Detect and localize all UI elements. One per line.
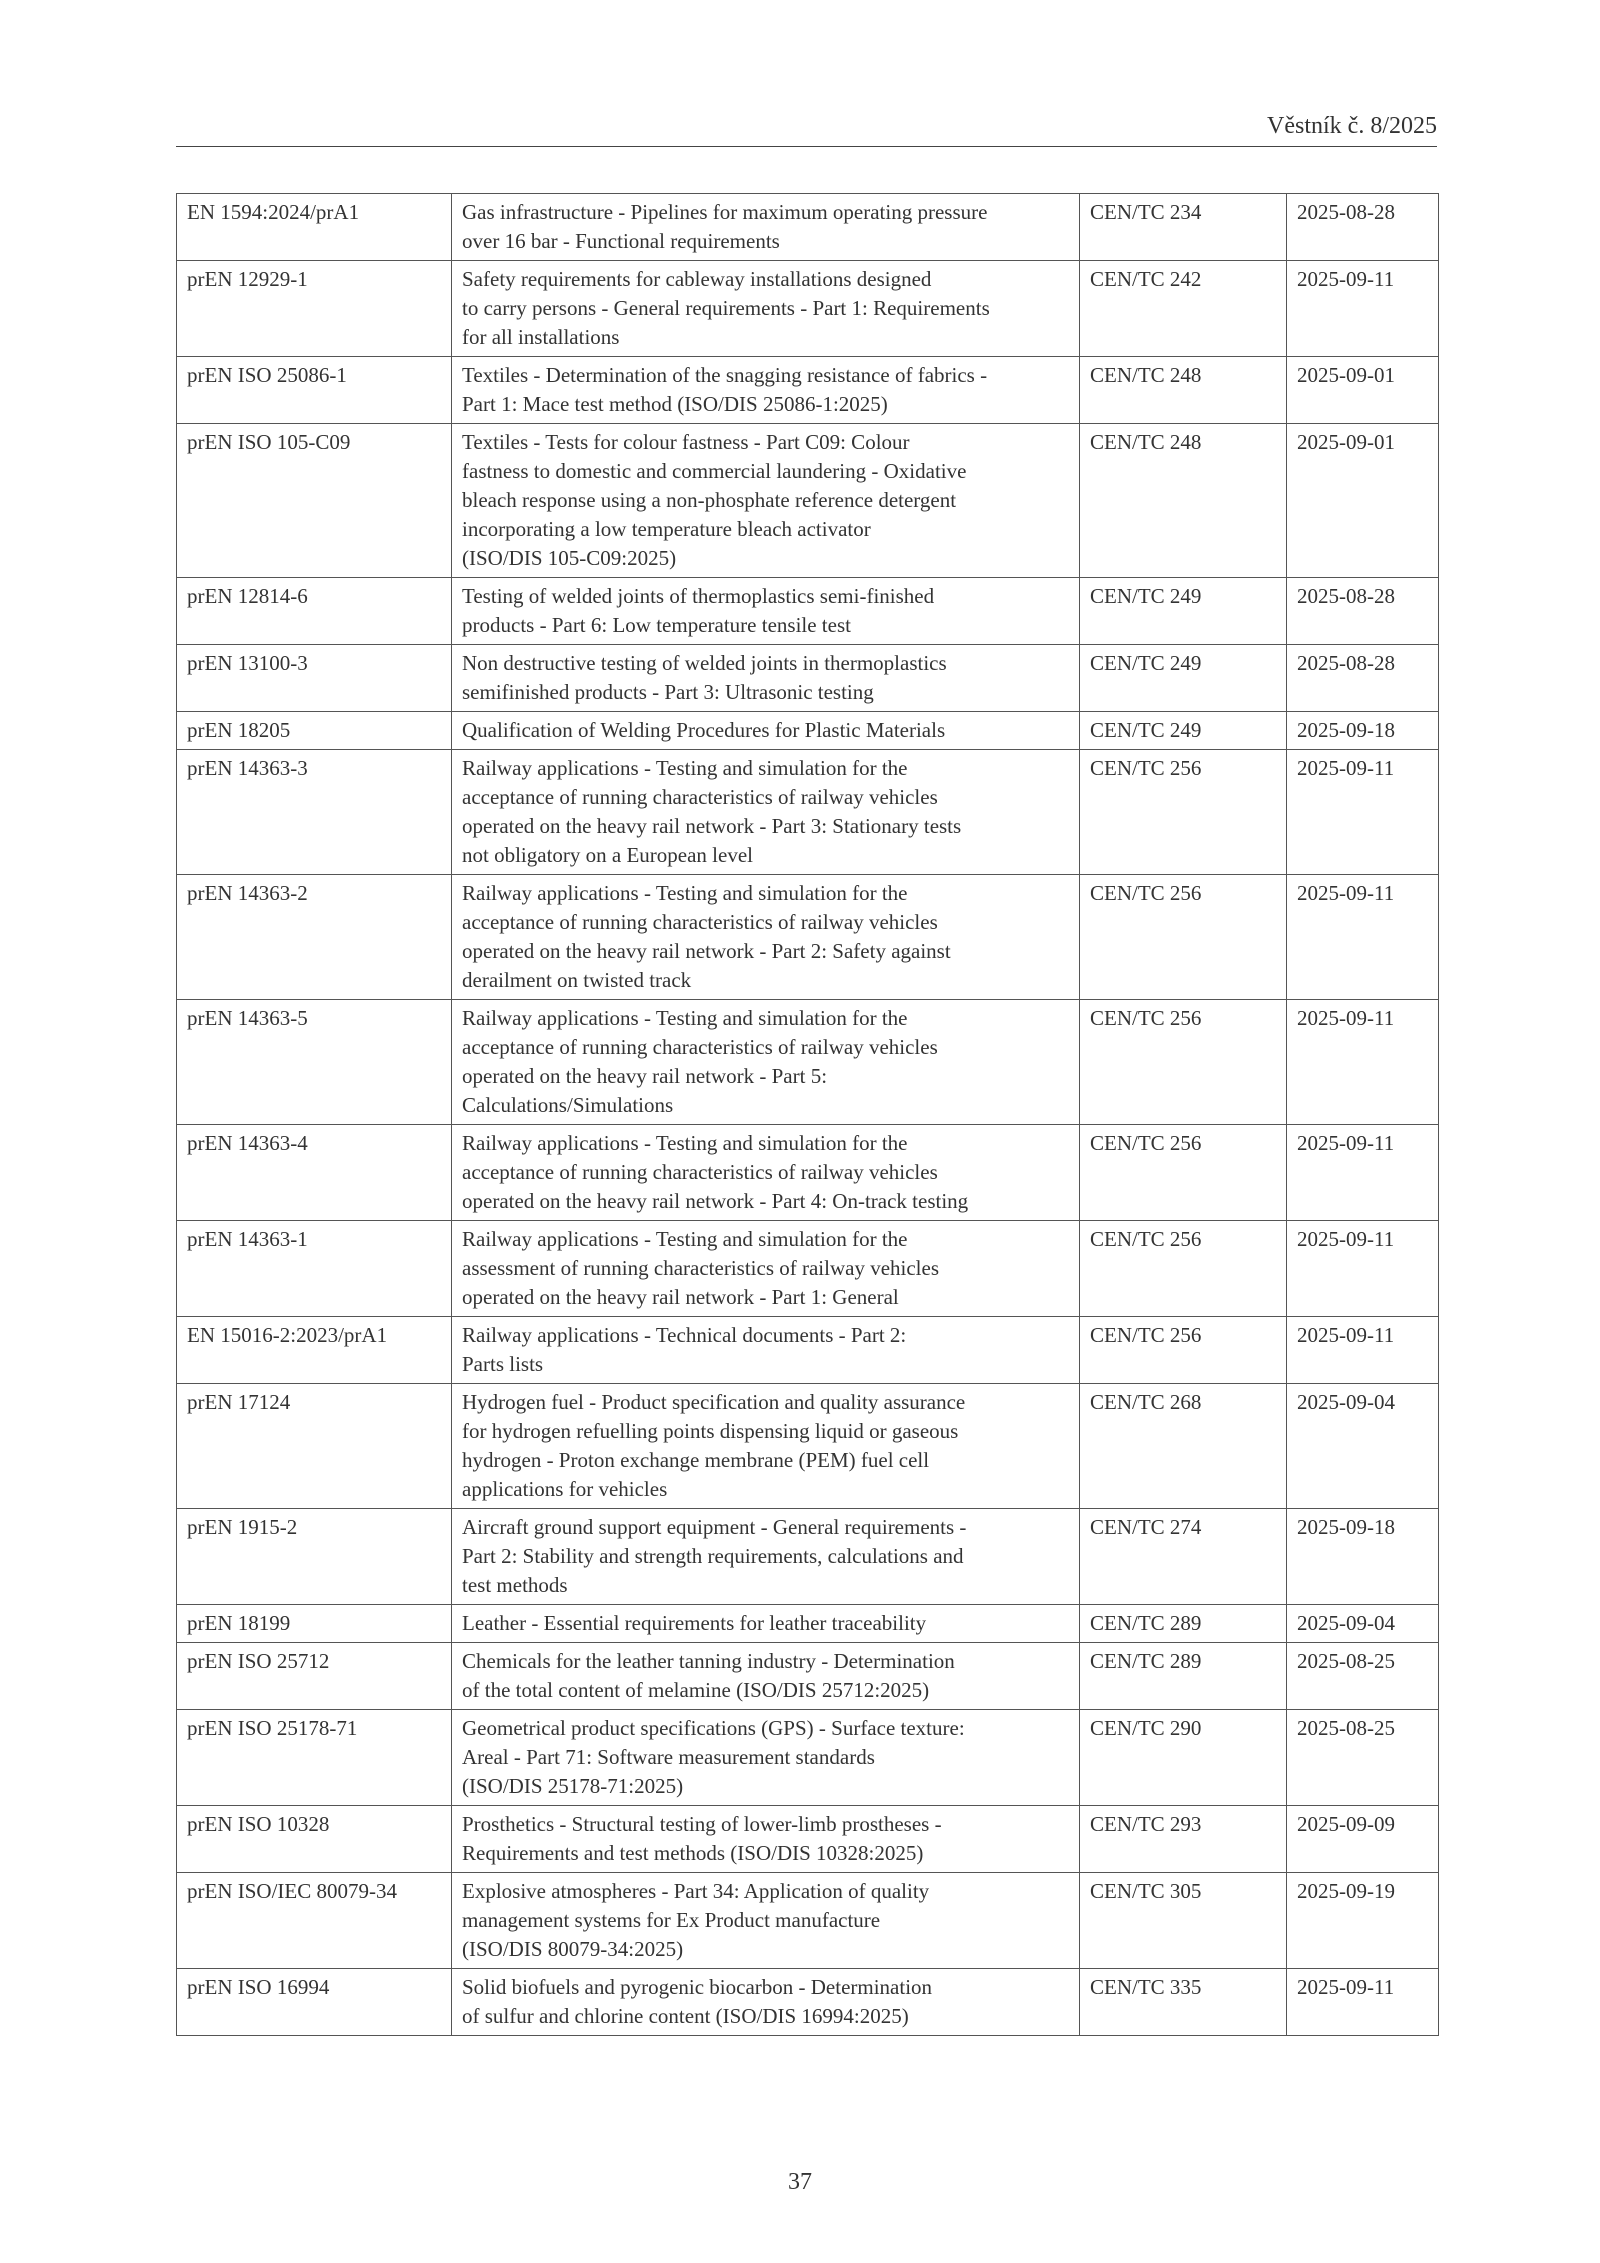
table-row — [177, 1221, 1439, 1317]
table-row — [177, 194, 1439, 261]
page-number: 37 — [788, 2169, 812, 2195]
table-row — [177, 1509, 1439, 1605]
standard-title-line: test methods — [462, 1573, 568, 1597]
header-rule — [176, 146, 1437, 147]
table-row — [177, 750, 1439, 875]
standard-title-line: Railway applications - Testing and simulation for the — [462, 1227, 908, 1251]
table-row — [177, 261, 1439, 357]
standard-code: prEN 14363-2 — [177, 875, 452, 1000]
standard-title-line: Aircraft ground support equipment - General requirements - — [462, 1515, 967, 1539]
deadline-date: 2025-09-11 — [1287, 261, 1439, 357]
standard-title-line: acceptance of running characteristics of railway vehicles — [462, 910, 938, 934]
standard-title — [452, 261, 1080, 357]
standard-title-line: operated on the heavy rail network - Part 4: On-track testing — [462, 1189, 969, 1213]
technical-committee: CEN/TC 256 — [1080, 1221, 1287, 1317]
deadline-date: 2025-09-04 — [1287, 1384, 1439, 1509]
standard-title-line: Explosive atmospheres - Part 34: Application of quality — [462, 1879, 930, 1903]
standard-title — [452, 712, 1080, 750]
standard-title-line: bleach response using a non-phosphate reference detergent — [462, 488, 957, 512]
deadline-date: 2025-08-28 — [1287, 578, 1439, 645]
standard-title-line: of the total content of melamine (ISO/DIS 25712:2025) — [462, 1678, 930, 1702]
standard-title — [452, 578, 1080, 645]
deadline-date: 2025-09-11 — [1287, 1221, 1439, 1317]
standard-code: prEN 14363-4 — [177, 1125, 452, 1221]
standard-title — [452, 750, 1080, 875]
deadline-date: 2025-09-11 — [1287, 1317, 1439, 1384]
standard-title — [452, 1000, 1080, 1125]
deadline-date: 2025-09-09 — [1287, 1806, 1439, 1873]
standard-title-line: Solid biofuels and pyrogenic biocarbon - Determination — [462, 1975, 933, 1999]
standard-title-line: Parts lists — [462, 1352, 544, 1376]
technical-committee: CEN/TC 242 — [1080, 261, 1287, 357]
technical-committee: CEN/TC 256 — [1080, 750, 1287, 875]
technical-committee: CEN/TC 256 — [1080, 1000, 1287, 1125]
standard-title-line: operated on the heavy rail network - Part 3: Stationary tests — [462, 814, 962, 838]
technical-committee: CEN/TC 268 — [1080, 1384, 1287, 1509]
standard-code: EN 15016-2:2023/prA1 — [177, 1317, 452, 1384]
standard-title-line: applications for vehicles — [462, 1477, 668, 1501]
deadline-date: 2025-09-04 — [1287, 1605, 1439, 1643]
table-row — [177, 1605, 1439, 1643]
table-row — [177, 1873, 1439, 1969]
standard-code: prEN 1915-2 — [177, 1509, 452, 1605]
standard-code: prEN 12814-6 — [177, 578, 452, 645]
standard-title-line: hydrogen - Proton exchange membrane (PEM) fuel cell — [462, 1448, 930, 1472]
deadline-date: 2025-09-11 — [1287, 750, 1439, 875]
standard-title — [452, 357, 1080, 424]
standard-title-line: (ISO/DIS 105-C09:2025) — [462, 546, 677, 570]
table-row — [177, 1125, 1439, 1221]
standard-code: prEN 14363-5 — [177, 1000, 452, 1125]
standard-code: prEN 17124 — [177, 1384, 452, 1509]
technical-committee: CEN/TC 289 — [1080, 1605, 1287, 1643]
standard-title-line: Hydrogen fuel - Product specification and quality assurance — [462, 1390, 966, 1414]
standard-title-line: not obligatory on a European level — [462, 843, 753, 867]
standards-table — [176, 193, 1439, 2036]
deadline-date: 2025-09-11 — [1287, 1969, 1439, 2036]
standard-title-line: semifinished products - Part 3: Ultrasonic testing — [462, 680, 874, 704]
standard-code: prEN ISO 25712 — [177, 1643, 452, 1710]
standard-title-line: Safety requirements for cableway installations designed — [462, 267, 932, 291]
deadline-date: 2025-08-25 — [1287, 1643, 1439, 1710]
standard-title — [452, 1317, 1080, 1384]
standard-title — [452, 194, 1080, 261]
table-row — [177, 1806, 1439, 1873]
standard-code: EN 1594:2024/prA1 — [177, 194, 452, 261]
standard-title-line: products - Part 6: Low temperature tensile test — [462, 613, 851, 637]
standard-title-line: for all installations — [462, 325, 620, 349]
technical-committee: CEN/TC 289 — [1080, 1643, 1287, 1710]
table-row — [177, 357, 1439, 424]
standard-title-line: Calculations/Simulations — [462, 1093, 674, 1117]
standard-title — [452, 1643, 1080, 1710]
standard-code: prEN ISO 16994 — [177, 1969, 452, 2036]
deadline-date: 2025-09-11 — [1287, 875, 1439, 1000]
deadline-date: 2025-09-18 — [1287, 1509, 1439, 1605]
page-header: Věstník č. 8/2025 — [1267, 113, 1437, 139]
standard-title-line: Areal - Part 71: Software measurement standards — [462, 1745, 875, 1769]
standard-title — [452, 1710, 1080, 1806]
standard-title — [452, 1509, 1080, 1605]
standard-title-line: incorporating a low temperature bleach activator — [462, 517, 871, 541]
table-row — [177, 1000, 1439, 1125]
standard-title-line: (ISO/DIS 25178-71:2025) — [462, 1774, 684, 1798]
technical-committee: CEN/TC 249 — [1080, 578, 1287, 645]
standard-title-line: Textiles - Determination of the snagging resistance of fabrics - — [462, 363, 988, 387]
deadline-date: 2025-08-28 — [1287, 645, 1439, 712]
technical-committee: CEN/TC 248 — [1080, 357, 1287, 424]
deadline-date: 2025-09-01 — [1287, 357, 1439, 424]
deadline-date: 2025-09-19 — [1287, 1873, 1439, 1969]
standard-title — [452, 875, 1080, 1000]
standard-code: prEN 12929-1 — [177, 261, 452, 357]
technical-committee: CEN/TC 249 — [1080, 645, 1287, 712]
deadline-date: 2025-09-11 — [1287, 1125, 1439, 1221]
standard-title-line: Geometrical product specifications (GPS) - Surface texture: — [462, 1716, 965, 1740]
standard-title-line: (ISO/DIS 80079-34:2025) — [462, 1937, 684, 1961]
standard-title-line: Part 1: Mace test method (ISO/DIS 25086-1:2025) — [462, 392, 888, 416]
standard-code: prEN 18205 — [177, 712, 452, 750]
table-row — [177, 424, 1439, 578]
standard-title-line: acceptance of running characteristics of railway vehicles — [462, 785, 938, 809]
standard-title-line: assessment of running characteristics of railway vehicles — [462, 1256, 940, 1280]
standard-title — [452, 1873, 1080, 1969]
standard-title — [452, 645, 1080, 712]
standard-code: prEN ISO 10328 — [177, 1806, 452, 1873]
standard-title-line: operated on the heavy rail network - Part 1: General — [462, 1285, 899, 1309]
deadline-date: 2025-09-11 — [1287, 1000, 1439, 1125]
standard-title-line: Prosthetics - Structural testing of lower-limb prostheses - — [462, 1812, 942, 1836]
standard-title-line: Textiles - Tests for colour fastness - Part C09: Colour — [462, 430, 910, 454]
standard-code: prEN ISO 25178-71 — [177, 1710, 452, 1806]
technical-committee: CEN/TC 256 — [1080, 1125, 1287, 1221]
standard-title — [452, 1384, 1080, 1509]
standard-code: prEN ISO 105-C09 — [177, 424, 452, 578]
table-row — [177, 645, 1439, 712]
technical-committee: CEN/TC 256 — [1080, 1317, 1287, 1384]
technical-committee: CEN/TC 293 — [1080, 1806, 1287, 1873]
standard-title-line: for hydrogen refuelling points dispensing liquid or gaseous — [462, 1419, 959, 1443]
technical-committee: CEN/TC 249 — [1080, 712, 1287, 750]
standard-title-line: fastness to domestic and commercial laundering - Oxidative — [462, 459, 967, 483]
standard-title-line: Requirements and test methods (ISO/DIS 10328:2025) — [462, 1841, 924, 1865]
standard-title-line: Railway applications - Testing and simulation for the — [462, 756, 908, 780]
standard-code: prEN 14363-3 — [177, 750, 452, 875]
standard-title-line: management systems for Ex Product manufacture — [462, 1908, 881, 1932]
standard-title-line: derailment on twisted track — [462, 968, 692, 992]
deadline-date: 2025-09-01 — [1287, 424, 1439, 578]
deadline-date: 2025-09-18 — [1287, 712, 1439, 750]
standard-title — [452, 1221, 1080, 1317]
technical-committee: CEN/TC 290 — [1080, 1710, 1287, 1806]
standard-title-line: Railway applications - Technical documents - Part 2: — [462, 1323, 907, 1347]
standard-title-line: Chemicals for the leather tanning industry - Determination — [462, 1649, 955, 1673]
standard-title-line: to carry persons - General requirements - Part 1: Requirements — [462, 296, 990, 320]
standard-title-line: Qualification of Welding Procedures for Plastic Materials — [462, 718, 946, 742]
standard-code: prEN ISO 25086-1 — [177, 357, 452, 424]
table-row — [177, 1643, 1439, 1710]
deadline-date: 2025-08-25 — [1287, 1710, 1439, 1806]
standard-title-line: Leather - Essential requirements for leather traceability — [462, 1611, 927, 1635]
standard-title-line: Gas infrastructure - Pipelines for maximum operating pressure — [462, 200, 988, 224]
standard-title-line: Railway applications - Testing and simulation for the — [462, 881, 908, 905]
table-row — [177, 578, 1439, 645]
standard-title — [452, 1605, 1080, 1643]
standard-title — [452, 1125, 1080, 1221]
standard-title-line: Testing of welded joints of thermoplastics semi-finished — [462, 584, 935, 608]
standard-title-line: over 16 bar - Functional requirements — [462, 229, 780, 253]
standard-title-line: operated on the heavy rail network - Part 2: Safety against — [462, 939, 951, 963]
standard-code: prEN ISO/IEC 80079-34 — [177, 1873, 452, 1969]
technical-committee: CEN/TC 305 — [1080, 1873, 1287, 1969]
standard-title — [452, 424, 1080, 578]
table-row — [177, 1384, 1439, 1509]
standard-title-line: Part 2: Stability and strength requirements, calculations and — [462, 1544, 964, 1568]
technical-committee: CEN/TC 335 — [1080, 1969, 1287, 2036]
standard-code: prEN 14363-1 — [177, 1221, 452, 1317]
standard-code: prEN 18199 — [177, 1605, 452, 1643]
standard-title — [452, 1806, 1080, 1873]
table-row — [177, 1969, 1439, 2036]
standard-title-line: Non destructive testing of welded joints in thermoplastics — [462, 651, 947, 675]
table-row — [177, 1317, 1439, 1384]
table-row — [177, 1710, 1439, 1806]
standard-title-line: of sulfur and chlorine content (ISO/DIS 16994:2025) — [462, 2004, 909, 2028]
standard-title-line: operated on the heavy rail network - Part 5: — [462, 1064, 828, 1088]
technical-committee: CEN/TC 274 — [1080, 1509, 1287, 1605]
standard-code: prEN 13100-3 — [177, 645, 452, 712]
deadline-date: 2025-08-28 — [1287, 194, 1439, 261]
standard-title — [452, 1969, 1080, 2036]
table-row — [177, 875, 1439, 1000]
table-row — [177, 712, 1439, 750]
technical-committee: CEN/TC 256 — [1080, 875, 1287, 1000]
standard-title-line: Railway applications - Testing and simulation for the — [462, 1131, 908, 1155]
technical-committee: CEN/TC 234 — [1080, 194, 1287, 261]
technical-committee: CEN/TC 248 — [1080, 424, 1287, 578]
standard-title-line: acceptance of running characteristics of railway vehicles — [462, 1160, 938, 1184]
standard-title-line: acceptance of running characteristics of railway vehicles — [462, 1035, 938, 1059]
standard-title-line: Railway applications - Testing and simulation for the — [462, 1006, 908, 1030]
